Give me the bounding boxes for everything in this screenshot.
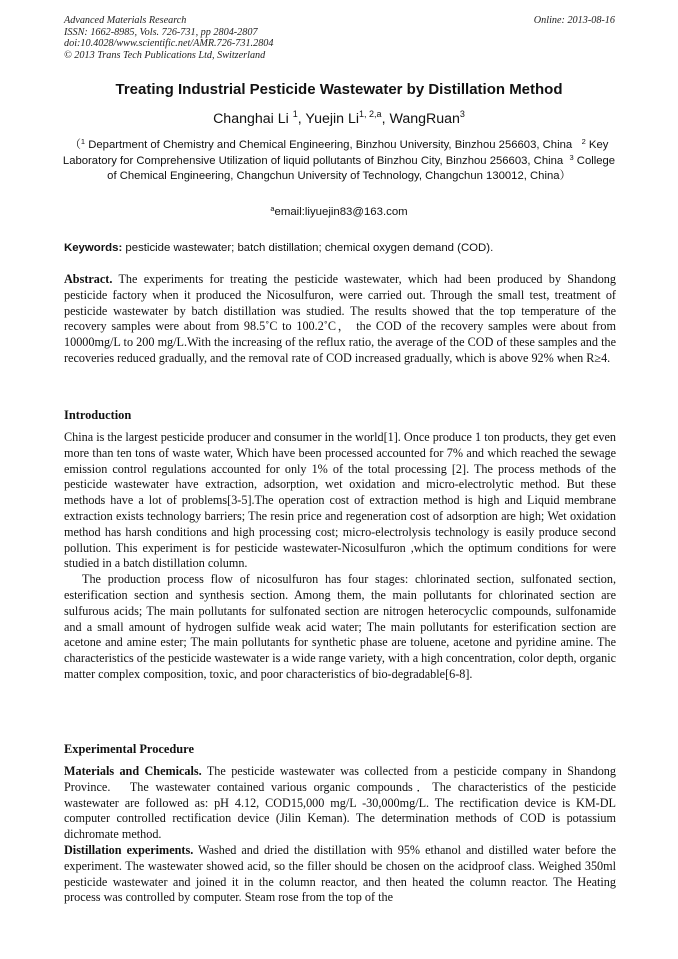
materials-label: Materials and Chemicals.: [64, 764, 202, 778]
introduction-paragraph-1: China is the largest pesticide producer and consumer in the world[1]. Once produce 1 ton products, they get even more than ten tons of waste water, Which have been processed accounted for 7% and which reached the sewage emission control regulations accounted for only 1% of the total processing [2]. The process methods of the pesticide wastewater have extraction, adsorption, wet oxidation and micro-electrolytic method. But these methods have a lot of problems[3-5].The operation cost of extraction method is high and Liquid membrane extraction exists technology barriers; The resin price and regeneration cost of adsorption are high; Wet oxidation method has harsh conditions and high processing cost; micro-electrolysis technology is easily produce second pollution. This experiment is for pesticide wastewater-Nicosulfuron ,which the optimum conditions for were studied in a batch distillation column.: [64, 430, 616, 571]
keywords-text: pesticide wastewater; batch distillation; chemical oxygen demand (COD).: [122, 242, 494, 254]
author-name: Changhai Li: [213, 111, 289, 127]
corresponding-email: [0, 206, 678, 218]
distillation-text: Washed and dried the distillation with 95% ethanol and distilled water before the experiment. The wastewater showed acid, so the filler should be chosen on the acidproof class. Weighed 350ml pesticide wastewater and joined it in the column reactor, and then heated the column reactor. The Heating process was controlled by computer. Steam rose from the top of the: [64, 842, 616, 905]
affiliation-2: Key Laboratory for Comprehensive Utilization of liquid pollutants of Binzhou City, Binzhou 256603, China: [62, 139, 609, 167]
author-affiliation-mark: 3: [459, 109, 465, 119]
experimental-heading: Experimental Procedure: [64, 742, 194, 756]
keywords: [64, 242, 616, 254]
journal-name: Advanced Materials Research: [64, 15, 187, 26]
doi-line: doi:10.4028/www.scientific.net/AMR.726-731.2804: [64, 38, 274, 50]
affiliation-mark: 1: [80, 137, 86, 146]
online-date: Online: 2013-08-16: [533, 15, 615, 26]
author-list: Changhai Li $^1$, Yuejin Li$^{1, 2,a}$, WangRuan$^3$: [213, 109, 465, 127]
author-name: Yuejin Li: [305, 111, 360, 127]
introduction-body: [64, 430, 616, 683]
distillation-paragraph: [64, 843, 616, 906]
author-affiliation-mark: 1: [292, 109, 298, 119]
issn-line: ISSN: 1662-8985, Vols. 726-731, pp 2804-2807: [64, 26, 258, 38]
author-name: WangRuan: [389, 111, 460, 127]
affiliation-1: Department of Chemistry and Chemical Engineering, Binzhou University, Binzhou 256603, China: [85, 139, 573, 151]
paper-title: Treating Industrial Pesticide Wastewater by Distillation Method: [115, 81, 563, 98]
copyright-line: © 2013 Trans Tech Publications Ltd, Switzerland: [64, 49, 266, 61]
abstract-text: The experiments for treating the pesticide wastewater, which had been produced by Shandong pesticide factory when it produced the Nicosulfuron, were carried out. Through the small test, treatment of pesticide wastewater by batch distillation was studied. The results showed that the top temperature of the recovery samples were about from 98.5˚C to 100.2˚C， the COD of the recovery samples were about from 10000mg/L to 200 mg/L.With the increasing of the reflux ratio, the average of the COD of these samples and the recoveries reduced gradually, and the removal rate of COD increased gradually, which is above 92% when R≥4.: [64, 272, 616, 365]
affiliation-3: College of Chemical Engineering, Changchun University of Technology, Changchun 130012, China: [107, 154, 616, 183]
email-mark: a: [270, 204, 275, 213]
email-address: email:liyuejin83@163.com: [274, 206, 408, 218]
distillation-label: Distillation experiments.: [64, 842, 194, 857]
affiliations: （$^1$ Department of Chemistry and Chemical Engineering, Binzhou University, Binzhou 256603, China $^2$ Key Laboratory for Comprehensive Utilization of liquid pollutants of Binzhou City, Binzhou 256603, China $^3$ College of Chemical Engineering, Changchun University of Technology, Changchun 130012, China）: [62, 137, 616, 183]
abstract-label: Abstract.: [64, 272, 113, 286]
experimental-body: [64, 764, 616, 906]
affiliation-mark: 3: [569, 152, 574, 162]
introduction-heading: Introduction: [64, 408, 132, 422]
materials-text: The pesticide wastewater was collected from a pesticide company in Shandong Province. The wastewater contained various organic compounds．The characteristics of the pesticide wastewater are followed as: pH 4.12, COD15,000 mg/L -30,000mg/L. The rectification device is KM-DL computer controlled rectification device (Jilin Keman). The determination methods of COD is potassium dichromate method.: [64, 764, 616, 842]
journal-header: [64, 15, 273, 61]
author-affiliation-mark: 1, 2,a: [359, 109, 382, 119]
keywords-label: Keywords:: [64, 242, 123, 254]
affiliation-mark: 2: [581, 137, 586, 146]
introduction-paragraph-2: The production process flow of nicosulfuron has four stages: chlorinated section, sulfonated section, esterification section and synthesis section. Among them, the main pollutants for chlorinated section are sulfurous acids; The main pollutants for sulfonated section are nitrogen heterocyclic compounds, sulfonamide and a small amount of hydrogen sulfide weak acid water; The main pollutants for esterification section are acetone and amine ester; The main pollutants for synthetic phase are toluene, acetone and pyridine amine. The characteristics of the pesticide wastewater is a wide range variety, with a high concentration, color depth, organic matter complex composition, toxic, and poor characteristics of bio-degradable[6-8].: [64, 572, 616, 681]
materials-paragraph: [64, 764, 616, 843]
abstract: [64, 272, 616, 367]
